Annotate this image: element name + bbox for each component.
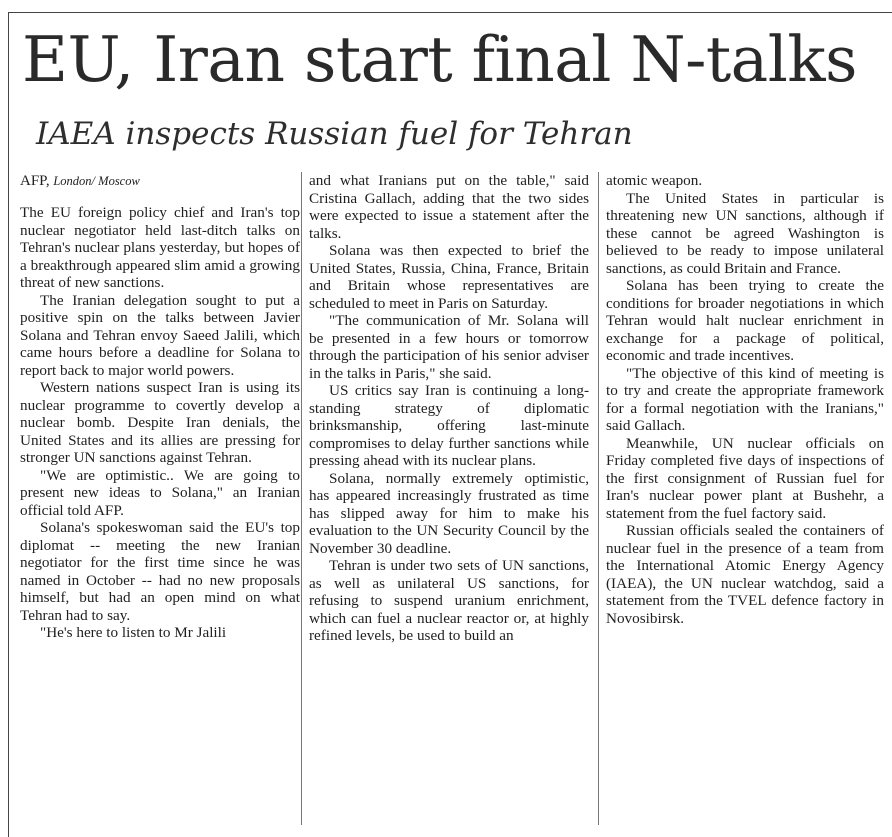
byline	[20, 172, 300, 190]
paragraph: "The objective of this kind of meeting is to try and create the appropriate framework for a formal negotiation with the Iranians," said Gallach.	[606, 364, 884, 434]
paragraph: The Iranian delegation sought to put a positive spin on the talks between Javier Solana and Tehran envoy Saeed Jalili, which came hours before a deadline for Solana to report back to major world powers.	[20, 291, 300, 379]
paragraph: Tehran is under two sets of UN sanctions, as well as unilateral US sanctions, for refusing to suspend uranium enrichment, which can fuel a nuclear reactor or, at highly refined levels, be used to build an	[309, 557, 589, 644]
paragraph: Solana, normally extremely optimistic, has appeared increasingly frustrated as time has slipped away for him to make his evaluation to the UN Security Council by the November 30 deadline.	[309, 469, 589, 557]
paragraph: US critics say Iran is continuing a long-standing strategy of diplomatic brinksmanship, offering last-minute compromises to delay further sanctions while pressing ahead with its nuclear plans.	[309, 382, 589, 469]
article-column-1	[20, 172, 300, 642]
subheadline: IAEA inspects Russian fuel for Tehran	[36, 116, 633, 152]
paragraph: Solana's spokeswoman said the EU's top diplomat -- meeting the new Iranian negotiator for the first time since he was named in October -- had no new proposals himself, but had an open mind on what Tehran had to say.	[20, 519, 300, 624]
paragraph: Solana was then expected to brief the United States, Russia, China, France, Britain and Britain whose representatives are scheduled to meet in Paris on Saturday.	[309, 242, 589, 312]
paragraph: "We are optimistic.. We are going to present new ideas to Solana," an Iranian official told AFP.	[20, 466, 300, 519]
paragraph: The EU foreign policy chief and Iran's top nuclear negotiator held last-ditch talks on Tehran's nuclear plans yesterday, but hopes of a breakthrough appeared slim amid a growing threat of new sanctions.	[20, 204, 300, 291]
article-column-3	[606, 172, 884, 627]
paragraph: "He's here to listen to Mr Jalili	[40, 624, 227, 641]
paragraph: Solana has been trying to create the conditions for broader negotiations in which Tehran would halt nuclear enrichment in exchange for a package of political, economic and trade incentives.	[606, 277, 884, 364]
paragraph: and what Iranians put on the table," said Cristina Gallach, adding that the two sides were expected to issue a statement after the talks.	[309, 172, 589, 242]
paragraph: Meanwhile, UN nuclear officials on Friday completed five days of inspections of the first consignment of Russian fuel for Iran's nuclear power plant at Bushehr, a statement from the fuel factory said.	[606, 434, 884, 522]
paragraph: Western nations suspect Iran is using its nuclear programme to covertly develop a nuclear bomb. Despite Iran denials, the United States and its allies are pressing for stronger UN sanctions against Tehran.	[20, 379, 300, 466]
byline-agency: AFP,	[20, 173, 50, 189]
headline: EU, Iran start final N-talks	[22, 23, 857, 96]
paragraph: atomic weapon.	[606, 172, 703, 189]
paragraph: Russian officials sealed the containers of nuclear fuel in the presence of a team from the International Atomic Energy Agency (IAEA), the UN nuclear watchdog, said a statement from the TVEL defence factory in Novosibirsk.	[606, 522, 884, 627]
column-divider	[598, 172, 599, 825]
left-rule	[8, 12, 9, 837]
paragraph: "The communication of Mr. Solana will be presented in a few hours or tomorrow through the participation of his senior adviser in the talks in Paris," she said.	[309, 312, 589, 382]
paragraph: The United States in particular is threatening new UN sanctions, although if these cannot be agreed Washington is believed to be ready to impose unilateral sanctions, as could Britain and France.	[606, 189, 884, 277]
top-rule	[8, 12, 892, 13]
byline-place: London/ Moscow	[53, 174, 140, 188]
column-divider	[301, 172, 302, 825]
article-column-2	[309, 172, 589, 645]
